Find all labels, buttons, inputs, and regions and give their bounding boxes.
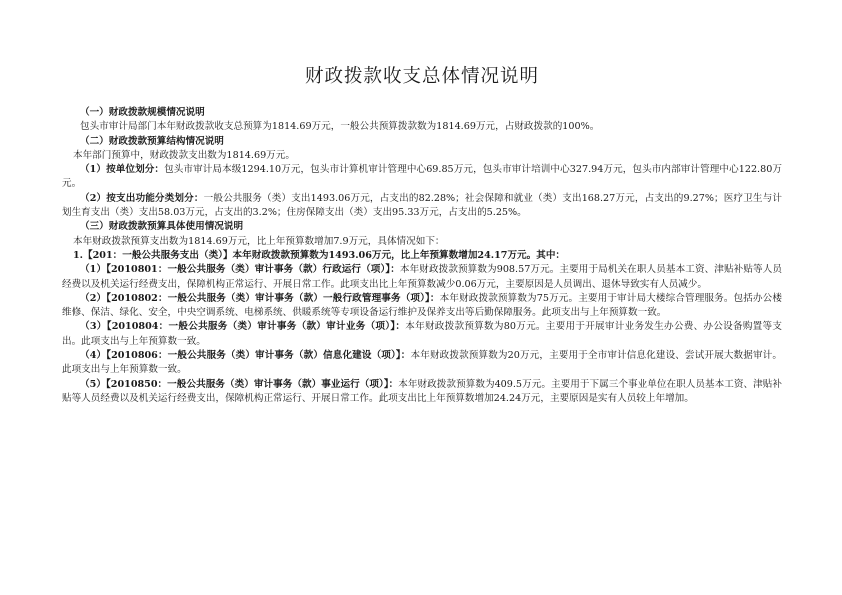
expense-item-text: 本年财政拨款预算数为908.57万元。主要用于局机关在职人员基本工资、津贴补贴等人员经费以及机关运行经费支出，保障机构正常运行、开展日常工作。此项支出比上年预算数减少0.06万元，主要原因是人员调出、退休导致实有人员减少。 bbox=[62, 264, 782, 290]
section-2-item-1 bbox=[62, 163, 782, 192]
expense-item-text: 本年财政拨款预算数为20万元，主要用于全市审计信息化建设、尝试开展大数据审计。此项支出与上年预算数一致。 bbox=[62, 350, 782, 376]
expense-item bbox=[62, 378, 782, 407]
expense-item bbox=[62, 263, 782, 292]
section-2-item-1-label: （1）按单位划分： bbox=[80, 164, 165, 176]
section-3-text: 本年财政拨款预算支出数为1814.69万元，比上年预算数增加7.9万元，具体情况如下： bbox=[73, 235, 445, 247]
section-1-text: 包头市审计局部门本年财政拨款收支总预算为1814.69万元，一般公共预算拨款数为1814.69万元，占财政拨款的100%。 bbox=[80, 121, 600, 133]
expense-item-text: 本年财政拨款预算数为75万元。主要用于审计局大楼综合管理服务。包括办公楼维修、保洁、绿化、安全，中央空调系统、电梯系统、供暖系统等专项设备运行维护及保养支出等后勤保障服务。此项支出与上年预算数一致。 bbox=[62, 292, 782, 319]
expense-item-label: （2）【2010802：一般公共服务（类）审计事务（款）一般行政管理事务（项）】： bbox=[80, 292, 440, 304]
section-2-text: 本年部门预算中，财政拨款支出数为1814.69万元。 bbox=[73, 149, 295, 161]
expense-item-text: 本年财政拨款预算数为409.5万元。主要用于下属三个事业单位在职人员基本工资、津贴补贴等人员经费以及机关运行经费支出，保障机构正常运行、开展日常工作。此项支出比上年预算数增加24.24万元，主要原因是实有人员较上年增加。 bbox=[62, 378, 782, 404]
section-2-heading: （二）财政拨款预算结构情况说明 bbox=[80, 135, 224, 147]
section-2-item-1-text: 包头市审计局本级1294.10万元，包头市计算机审计管理中心69.85万元，包头市审计培训中心327.94万元，包头市内部审计管理中心122.80万元。 bbox=[62, 164, 782, 190]
document-page bbox=[62, 62, 782, 406]
section-2-item-2 bbox=[62, 192, 782, 221]
page-title: 财政拨款收支总体情况说明 bbox=[304, 66, 539, 87]
expense-item bbox=[62, 349, 782, 378]
expense-item-label: （1）【2010801：一般公共服务（类）审计事务（款）行政运行（项）】： bbox=[80, 264, 400, 276]
section-3-subheading: 1.【201：一般公共服务支出（类）】本年财政拨款预算数为1493.06万元，比上年预算数增加24.17万元。其中： bbox=[73, 249, 566, 261]
expense-item-label: （5）【2010850：一般公共服务（类）审计事务（款）事业运行（项）】： bbox=[80, 378, 399, 390]
expense-item bbox=[62, 292, 782, 321]
section-1-heading: （一）财政拨款规模情况说明 bbox=[80, 107, 205, 118]
expense-item-label: （4）【2010806：一般公共服务（类）审计事务（款）信息化建设（项）】： bbox=[80, 350, 411, 362]
expense-item bbox=[62, 320, 782, 349]
section-2-item-2-label: （2）按支出功能分类划分： bbox=[80, 192, 204, 204]
section-3-heading: （三）财政拨款预算具体使用情况说明 bbox=[80, 221, 244, 233]
expense-item-text: 本年财政拨款预算数为80万元。主要用于开展审计业务发生办公费、办公设备购置等支出。此项支出与上年预算数一致。 bbox=[62, 321, 782, 347]
expense-item-label: （3）【2010804：一般公共服务（类）审计事务（款）审计业务（项）】： bbox=[80, 321, 406, 333]
section-2-item-2-text: 一般公共服务（类）支出1493.06万元，占支出的82.28%；社会保障和就业（类）支出168.27万元，占支出的9.27%；医疗卫生与计划生育支出（类）支出58.03万元，占支出的3.2%；住房保障支出（类）支出95.33万元，占支出的5.25%。 bbox=[62, 192, 782, 219]
